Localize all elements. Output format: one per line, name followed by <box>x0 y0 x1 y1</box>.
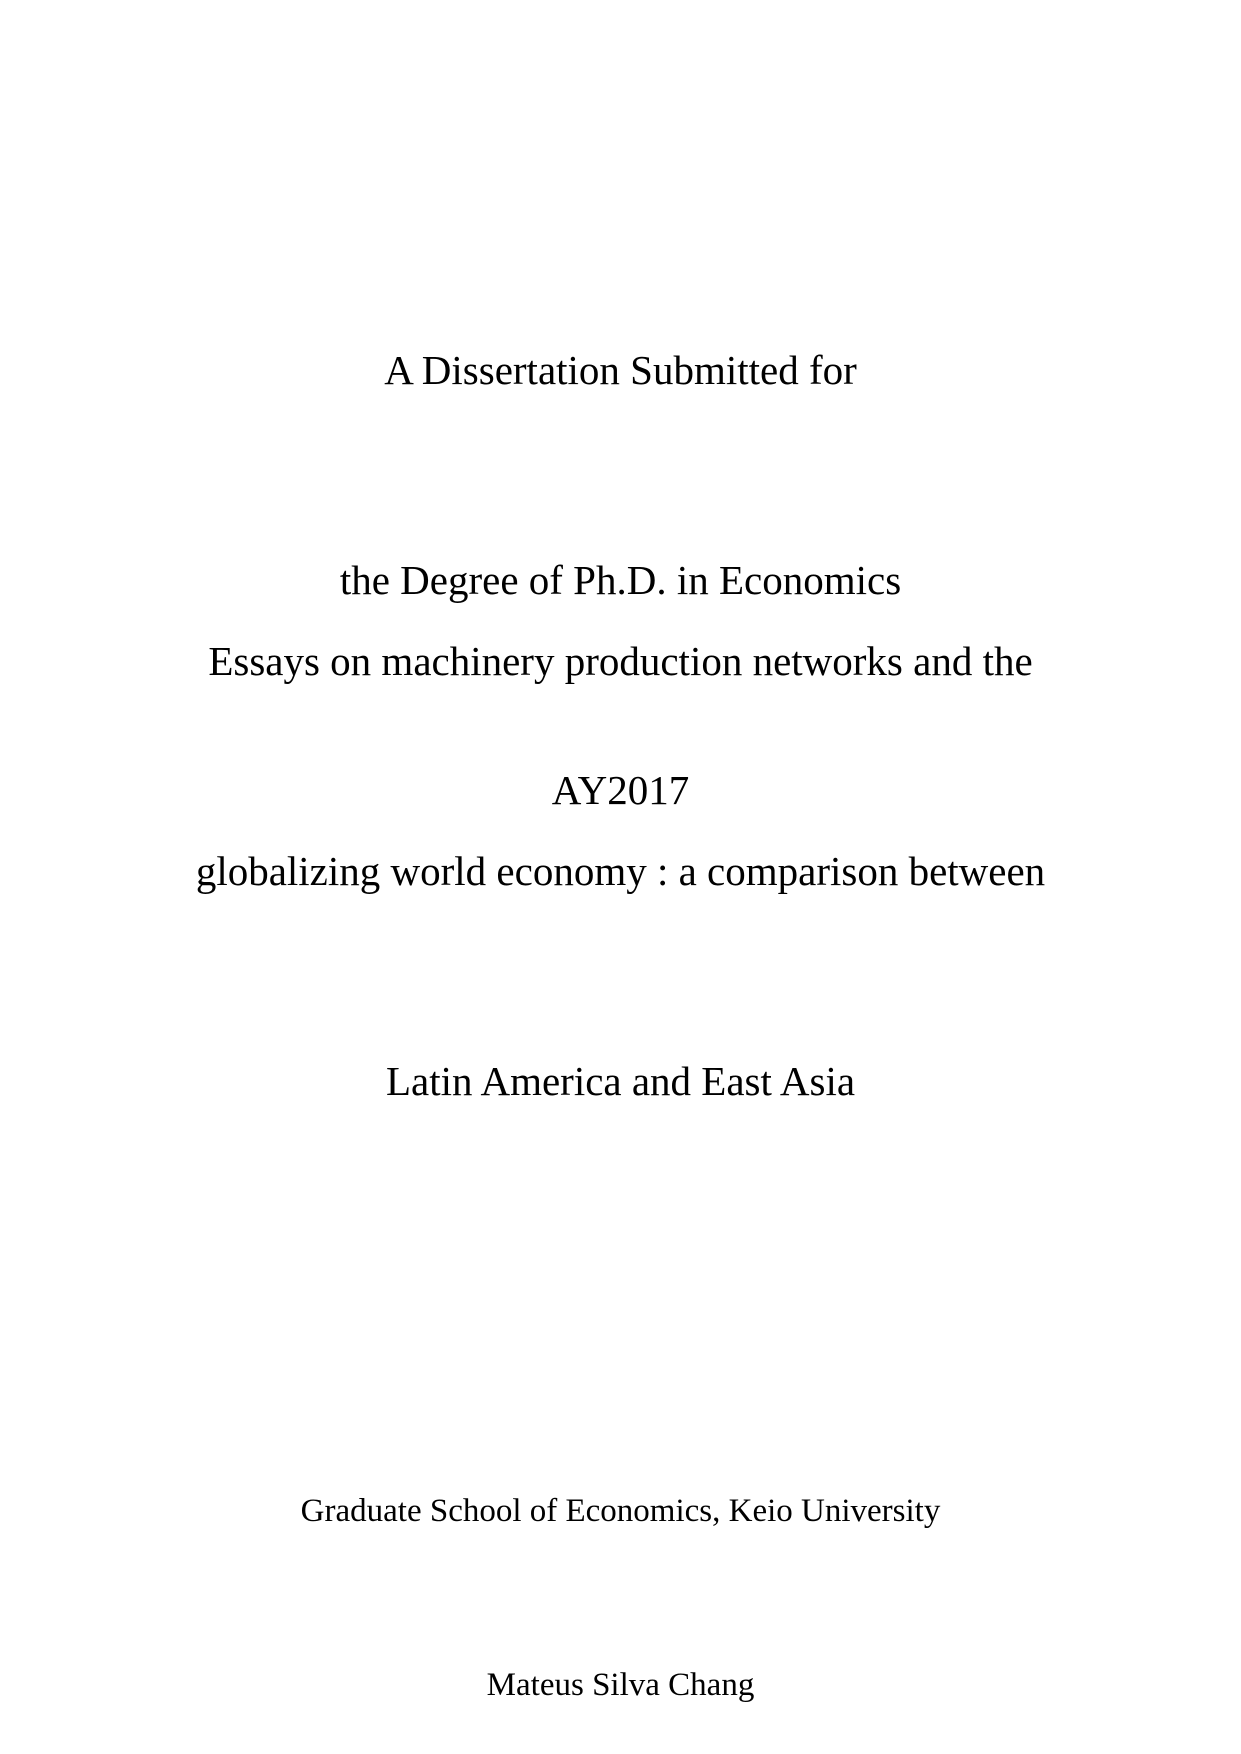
dissertation-title-line-2: globalizing world economy : a comparison between <box>195 848 1046 894</box>
academic-year: AY2017 <box>551 767 690 813</box>
degree-statement-line-2: the Degree of Ph.D. in Economics <box>339 557 902 603</box>
author-name: Mateus Silva Chang <box>486 1667 755 1703</box>
dissertation-title-line-1: Essays on machinery production networks and the <box>208 638 1033 684</box>
author-block <box>0 1366 1241 1754</box>
dissertation-title-block <box>0 486 1241 1256</box>
dissertation-title-line-3: Latin America and East Asia <box>385 1058 856 1104</box>
degree-statement-line-1: A Dissertation Submitted for <box>384 347 857 393</box>
affiliation: Graduate School of Economics, Keio University <box>300 1493 941 1529</box>
